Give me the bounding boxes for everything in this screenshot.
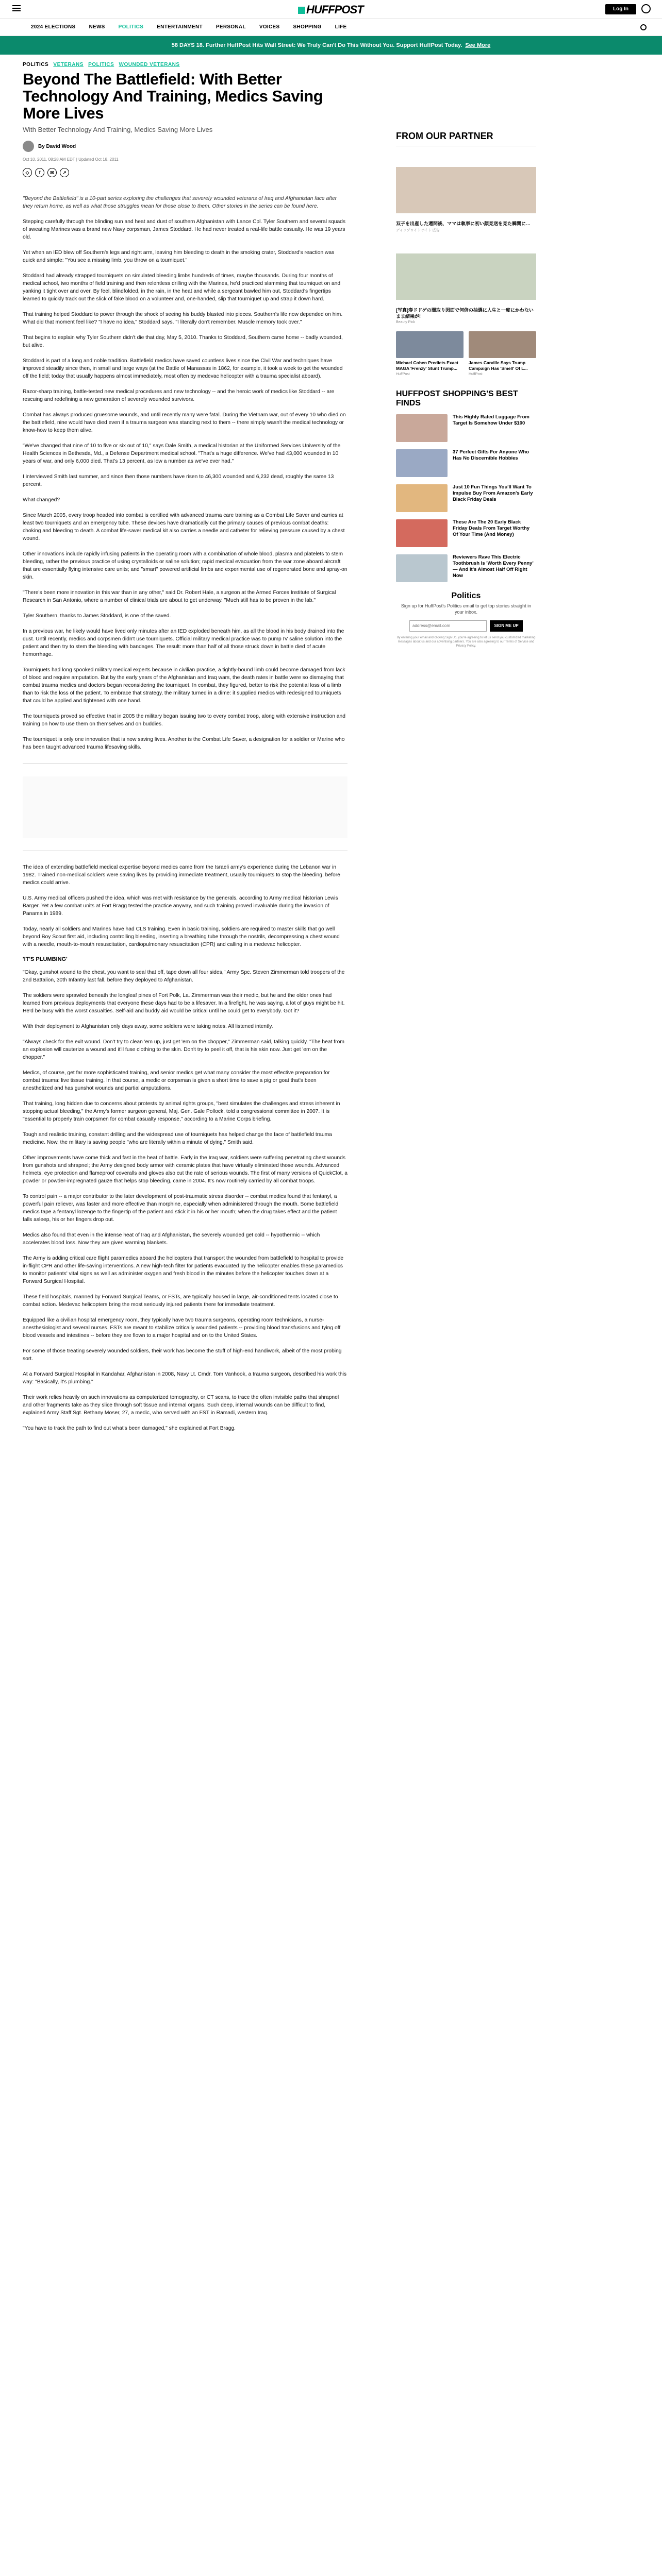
facebook-icon[interactable]: f [35, 168, 44, 177]
paragraph: Other innovations include rapidly infusing patients in the operating room with a combination of whole blood, plasma and platelets to stem bleeding, rather the previous practice of using crystalloids or saline solution; rapid medical evacuation from the war zone aboard aircraft that are essentially flying intensive care units; and "smart" powered artificial limbs and experimental use of regenerated bone and spray-on skin. [23, 551, 347, 580]
shopping-thumbnail [396, 449, 448, 477]
paragraph: Tourniquets had long spooked military medical experts because in civilian practice, a tightly-bound limb could become damaged from lack of blood and require amputation. But by the early years of the Afghanistan and Iraq wars, the death rates in battle were so dismaying that combat trauma medics and doctors began reconsidering the tourniquet. In combat, they figured, better to risk the potential loss of a limb than to risk the loss of the patient. To embrace that strategy, the military turned in a dime: it supplied medics with redesigned tourniquets that could be applied and tightened with one hand. [23, 667, 345, 704]
paragraph: To control pain -- a major contributor to the later development of post-traumatic stress disorder -- combat medics found that fentanyl, a powerful pain reliever, was faster and more effective than morphine, especially when administered through the mouth. Some battlefield medics tape a fentanyl lozenge to the fingertip of the patient and stick it in his or her mouth; when the drug takes effect and the patient falls asleep, his or her fingers drop out. [23, 1194, 339, 1223]
shopping-thumbnail [396, 519, 448, 547]
shopping-title: This Highly Rated Luggage From Target Is Somehow Under $100 [453, 414, 529, 426]
section-nav [0, 19, 662, 36]
card-source: HuffPost [396, 372, 410, 376]
partner-ad-source: Beauty Pick [396, 320, 415, 324]
nav-item-entertainment[interactable]: ENTERTAINMENT [157, 24, 203, 30]
section-heading: 'IT'S PLUMBING' [23, 956, 68, 962]
card-thumbnail [469, 331, 536, 358]
sidebar-heading: FROM OUR PARTNER [396, 131, 493, 141]
paragraph: The tourniquet is only one innovation that is now saving lives. Another is the Combat Life Saver, a designation for a soldier or Marine who has been taught advanced trauma lifesaving skills. [23, 737, 345, 750]
shopping-thumbnail [396, 414, 448, 442]
top-header [0, 0, 662, 19]
paragraph: Other improvements have come thick and fast in the heat of battle. Early in the Iraq war, soldiers were suffering penetrating chest wounds from gunshots and shrapnel; the Army designed body armor with ceramic plates that have virtually eliminated those wounds. Advanced helmets, eye protection and flameproof coveralls and gloves also cut the rate of serious wounds. The first of many versions of QuickClot, a powder or powder-impregnated gauze that helps stop bleeding, came in 2004. It's now routinely carried by all combat troops. [23, 1155, 347, 1184]
share-icon[interactable]: ↗ [60, 168, 69, 177]
nav-item-elections[interactable]: 2024 ELECTIONS [31, 24, 76, 30]
newsletter-title: Politics [451, 591, 481, 600]
paragraph: Stepping carefully through the blinding sun and heat and dust of southern Afghanistan with Lance Cpl. Tyler Southern and several squads of sweating Marines was a brand new Navy corpsman, James Stoddard. He had never treated a real-life battle casualty. He was 19 years old. [23, 219, 346, 240]
tag-link[interactable]: WOUNDED VETERANS [119, 62, 180, 67]
email-field[interactable]: address@email.com [409, 620, 487, 632]
nav-item-politics[interactable]: POLITICS [118, 24, 144, 30]
nav-item-voices[interactable]: VOICES [259, 24, 280, 30]
partner-card[interactable] [396, 331, 464, 376]
bookmark-icon[interactable]: ◇ [23, 168, 32, 177]
shopping-item[interactable] [396, 484, 536, 512]
newsletter-signup [396, 591, 536, 648]
paragraph: That training helped Stoddard to power through the shock of seeing his buddy blasted into pieces. Southern's life now depended on him. What did that moment feel like? "I have no idea," Stoddard says. "I literally don't remember. Muscle memory took over." [23, 312, 343, 325]
paragraph: "There's been more innovation in this war than in any other," said Dr. Robert Hale, a surgeon at the Armed Forces Institute of Surgical Research in San Antonio, where a number of clinical trials are about to get underway. "Much still has to be proven in the lab." [23, 590, 336, 603]
email-icon[interactable]: ✉ [47, 168, 57, 177]
ad-slot [23, 776, 347, 838]
search-icon[interactable] [640, 24, 647, 30]
partner-ad-caption[interactable]: [写真]寿ドドゲの間取り図面で何倍の抽選に人生と一度にかわないまま結果が! [396, 308, 534, 319]
article [23, 62, 347, 1440]
partner-ad-caption[interactable]: 双子を出産した週間後、ママは執事に初い顔見送を見た瞬間に… [396, 221, 531, 226]
partner-card[interactable] [469, 331, 536, 376]
promo-link[interactable]: See More [465, 42, 491, 48]
shopping-item[interactable] [396, 414, 536, 442]
partner-ad-image[interactable] [396, 167, 536, 213]
series-intro: "Beyond the Battlefield" is a 10-part series exploring the challenges that severely wounded veterans of Iraq and Afghanistan face after they return home, as well as what those struggles mean for those close to them. Other stories in the series can be found here. [23, 196, 337, 209]
nav-item-shopping[interactable]: SHOPPING [293, 24, 322, 30]
paragraph: Combat has always produced gruesome wounds, and until recently many were fatal. During the Vietnam war, out of every 10 who died on the battlefield, nine would have died even if a trauma surgeon was standing next to them -- there simply wasn't the medical technology or know-how to keep them alive. [23, 412, 346, 433]
shopping-title: Just 10 Fun Things You'll Want To Impulse Buy From Amazon's Early Black Friday Deals [453, 484, 533, 502]
paragraph: Tyler Southern, thanks to James Stoddard, is one of the saved. [23, 613, 171, 619]
nav-item-life[interactable]: LIFE [335, 24, 347, 30]
card-source: HuffPost [469, 372, 483, 376]
kicker: POLITICS VETERANS POLITICS WOUNDED VETERANS [23, 62, 180, 67]
article-dates: Oct 10, 2011, 08:28 AM EDT | Updated Oct 18, 2011 [23, 157, 119, 162]
partner-cards [396, 331, 536, 376]
card-caption: James Carville Says Trump Campaign Has 'Smell' Of L... [469, 360, 528, 371]
paragraph: Their work relies heavily on such innovations as computerized tomography, or CT scans, to trace the often invisible paths that shrapnel and other fragments take as they slice through soft tissue and internal organs. Such deep, internal wounds can be difficult to find, explained Army Staff Sgt. Bethany Moser, 27, a medic, who served with an FST in Ramadi, western Iraq. [23, 1395, 339, 1416]
newsletter-description: Sign up for HuffPost's Politics email to get top stories straight in your inbox. [401, 603, 532, 615]
share-bar [23, 168, 347, 177]
paragraph: At a Forward Surgical Hospital in Kandahar, Afghanistan in 2008, Navy Lt. Cmdr. Tom Vanhook, a trauma surgeon, described his work this way: "Basically, it's plumbing." [23, 1371, 347, 1385]
shopping-item[interactable] [396, 519, 536, 547]
shopping-thumbnail [396, 484, 448, 512]
hamburger-menu-icon[interactable] [12, 5, 21, 11]
partner-ad-source: ディップロイドサイト 広告 [396, 229, 440, 232]
paragraph: "You have to track the path to find out what's been damaged," she explained at Fort Bragg. [23, 1426, 236, 1431]
paragraph: "Always check for the exit wound. Don't try to clean 'em up, just get 'em on the chopper," Zimmerman said, talking quickly. "The heat from an explosion will cauterize a wound and it'll fuse clothing to the skin. Don't try to peel it off, that is his skin now. Just get 'em on the chopper." [23, 1039, 344, 1060]
paragraph: The tourniquets proved so effective that in 2005 the military began issuing two to every combat troop, along with extensive instruction and training on how to use them on themselves and on buddies. [23, 714, 345, 727]
article-title: Beyond The Battlefield: With Better Technology And Training, Medics Saving More Lives [23, 70, 323, 122]
shopping-item[interactable] [396, 449, 536, 477]
paragraph: Equipped like a civilian hospital emergency room, they typically have two trauma surgeons, operating room technicians, a nurse-anesthesiologist and several nurses. FSTs are meant to stabilize critically wounded patients -- providing blood transfusions and tying off blood vessels and intestines -- before they are flown to a major hospital and on to the United States. [23, 1317, 341, 1338]
site-logo[interactable]: HUFFPOST [298, 3, 363, 16]
shopping-title: 37 Perfect Gifts For Anyone Who Has No Discernible Hobbies [453, 449, 529, 461]
shopping-title: Reviewers Rave This Electric Toothbrush Is 'Worth Every Penny' — And It's Almost Half Off Right Now [453, 554, 534, 579]
newsletter-fine-print: By entering your email and clicking Sign Up, you're agreeing to let us send you customized marketing messages about us and our advertising partners. You are also agreeing to our Terms of Service and Privacy Policy. [396, 636, 536, 648]
shopping-title: These Are The 20 Early Black Friday Deals From Target Worthy Of Your Time (And Money) [453, 519, 530, 537]
paragraph: That begins to explain why Tyler Southern didn't die that day, May 5, 2010. Thanks to Stoddard, Southern came home -- badly wounded, but alive. [23, 335, 343, 348]
paragraph: What changed? [23, 497, 60, 503]
paragraph: In a previous war, he likely would have lived only minutes after an IED exploded beneath him, as all the blood in his body drained into the dust. Until recently, medics and corpsmen didn't use tourniquets. Official military medical practice was to pump IV saline solution into the patient and then try to stem the bleeding with bandages. The result: more than half of all those struck down in battle died of acute hemorrhage. [23, 629, 344, 657]
paragraph: The soldiers were sprawled beneath the longleaf pines of Fort Polk, La. Zimmerman was their medic, but he and the older ones had learned from previous deployments that everyone these days had to be a lifesaver. In a firefight, he was saying, a lot of guys might be hit. He'd be busy with the worst casualties. Self-aid and buddy aid would be critical until he could get to everybody. Got it? [23, 993, 345, 1014]
card-caption: Michael Cohen Predicts Exact MAGA 'Frenzy' Stunt Trump... [396, 360, 458, 371]
paragraph: "We've changed that nine of 10 to five or six out of 10," says Dale Smith, a medical historian at the Uniformed Services University of the Health Sciences in Bethesda, Md., a Defense Department medical school. "That's a huge difference. We've had 43,000 wounded in 10 years of war, and only 6,000 died. That's 13 percent, as low a number as we've ever had." [23, 443, 341, 464]
paragraph: The Army is adding critical care flight paramedics aboard the helicopters that transport the wounded from battlefield to hospital to provide in-flight CPR and other life-saving interventions. A new high-tech filter for patients evacuated by the helicopter enables these paramedics to monitor patients' vital signs as well as administer oxygen and fresh blood in the minutes before the helicopter touches down at a Forward Surgical Hospital. [23, 1256, 344, 1284]
tag-link[interactable]: VETERANS [53, 62, 84, 67]
paragraph: Medics, of course, get far more sophisticated training, and senior medics get what many consider the most effective preparation for combat trauma: live tissue training. In that course, a medic or corpsman is given a short time to save a pig or goat that's been anesthetized and has gunshot wounds and partial amputations. [23, 1070, 330, 1091]
nav-item-personal[interactable]: PERSONAL [216, 24, 246, 30]
logo-mark-icon [298, 7, 305, 14]
shopping-item[interactable] [396, 554, 536, 582]
user-icon[interactable] [641, 4, 651, 13]
paragraph: That training, long hidden due to concerns about protests by animal rights groups, "best simulates the challenges and stress inherent in stopping actual bleeding," the Army's former surgeon general, Maj. Gen. Gale Pollock, told a congressional committee in 2007. It is "essential to properly train corpsmen for combat casualty response," according to a Marine Corps briefing. [23, 1101, 340, 1122]
paragraph: These field hospitals, manned by Forward Surgical Teams, or FSTs, are typically housed in large, air-conditioned tents located close to combat action. Medevac helicopters bring the most seriously injured patients there for immediate treatment. [23, 1294, 338, 1308]
article-subhead: With Better Technology And Training, Medics Saving More Lives [23, 126, 213, 133]
paragraph: The idea of extending battlefield medical expertise beyond medics came from the Israeli army's experience during the Lebanon war in 1982. Trained non-medical soldiers were saving lives by providing immediate treatment, usually tourniquets to stop the bleeding, before medics could arrive. [23, 865, 340, 886]
paragraph: Since March 2005, every troop headed into combat is certified with advanced trauma care training as a Combat Life Saver and carries at least two tourniquets and an emergency tube. These devices have dramatically cut the primary causes of previous combat deaths: choking and bleeding to death. A combat life-saver medical kit also carries a needle and catheter for relieving pressure caused by a chest wound. [23, 513, 345, 541]
byline [23, 141, 347, 152]
shopping-heading: HUFFPOST SHOPPING'S BEST FINDS [396, 389, 518, 408]
paragraph: For some of those treating severely wounded soldiers, their work has become the stuff of high-end handiwork, albeit of the most probing sort. [23, 1348, 342, 1362]
author-name[interactable]: By David Wood [38, 143, 76, 149]
article-body [23, 195, 347, 1432]
promo-banner: 58 DAYS 18. Further HuffPost Hits Wall Street: We Truly Can't Do This Without You. Support HuffPost Today. See More [0, 36, 662, 55]
shopping-thumbnail [396, 554, 448, 582]
paragraph: Razor-sharp training, battle-tested new medical procedures and new technology -- and the heroic work of medics like Stoddard -- are rescuing and redefining a new generation of severely wounded survivors. [23, 389, 335, 402]
signup-button[interactable]: SIGN ME UP [490, 620, 523, 632]
sidebar [396, 62, 536, 648]
paragraph: Today, nearly all soldiers and Marines have had CLS training. Even in basic training, soldiers are required to master skills that go well beyond Boy Scout first aid, including controlling bleeding, inserting a breathing tube through the nostrils, decompressing a chest wound with a needle, mouth-to-mouth resuscitation, cardiopulmonary resuscitation (CPR) and calling in a medevac helicopter. [23, 926, 340, 947]
tag-link[interactable]: POLITICS [88, 62, 114, 67]
paragraph: "Okay, gunshot wound to the chest, you want to seal that off, tape down all four sides," Army Spc. Steven Zimmerman told troopers of the 2nd Battalion, 30th Infantry last fall, before they deployed to Afghanistan. [23, 970, 345, 983]
nav-item-news[interactable]: NEWS [89, 24, 105, 30]
paragraph: Yet when an IED blew off Southern's legs and right arm, leaving him bleeding to death in the smoking crater, Stoddard's reaction was quick and simple: "You see a missing limb, you throw on a tourniquet." [23, 250, 335, 263]
paragraph: U.S. Army medical officers pushed the idea, which was met with resistance by the generals, according to Army medical historian Lewis Barger. Yet a few combat units at Fort Bragg tested the practice anyway, and such training proved invaluable during the invasion of Panama in 1989. [23, 895, 338, 917]
partner-ad-image[interactable] [396, 253, 536, 300]
paragraph: Stoddard had already strapped tourniquets on simulated bleeding limbs hundreds of times, maybe thousands. During four months of medical school, two months of field training and then relentless drilling with the Marines, he'd practiced slamming that tourniquet on and yanking it tight over and over. By feel, blindfolded, in the rain, in the heat and while a sergeant bawled him out, Stoddard's fingertips learned to quickly track out the slick of fake blood on a volunteer and, one-handed, slip that tourniquet up and strap it down hard. [23, 273, 341, 302]
login-button[interactable]: Log In [605, 4, 636, 14]
paragraph: Medics also found that even in the intense heat of Iraq and Afghanistan, the severely wounded get cold -- hypothermic -- which accelerates blood loss. Now they are given warming blankets. [23, 1232, 320, 1246]
paragraph: With their deployment to Afghanistan only days away, some soldiers were taking notes. All listened intently. [23, 1024, 273, 1029]
paragraph: Stoddard is part of a long and noble tradition. Battlefield medics have saved countless lives since the Civil War and techniques have improved steadily since then, in small and large ways (at the Battle of Manassas in 1862, for example, it took a week to get the wounded off the field; today that usually happens almost immediately, most often by medevac helicopter with a trauma specialist aboard). [23, 358, 343, 379]
author-avatar [23, 141, 34, 152]
paragraph: Tough and realistic training, constant drilling and the widespread use of tourniquets has helped change the face of battlefield trauma medicine. Now, the military is saving people "who are literally within a minute of dying," Smith said. [23, 1132, 332, 1145]
card-thumbnail [396, 331, 464, 358]
paragraph: I interviewed Smith last summer, and since then those numbers have risen to 46,300 wounded and 6,232 dead, roughly the same 13 percent. [23, 474, 334, 487]
